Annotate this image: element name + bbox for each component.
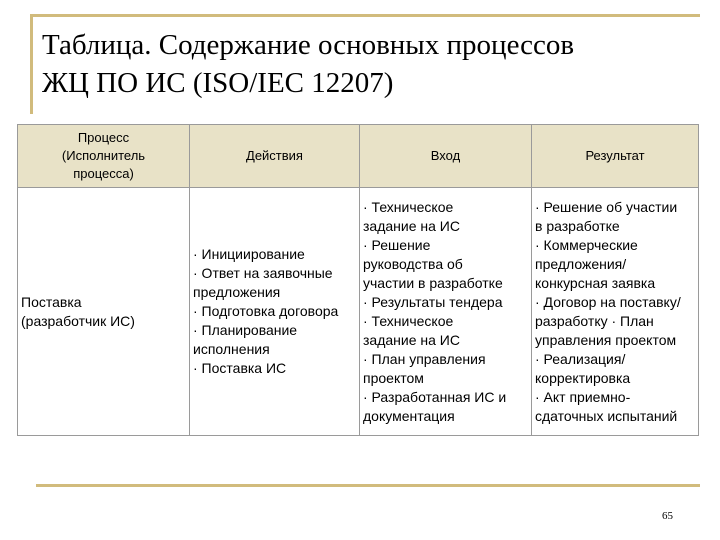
cell-line: · Техническое <box>363 312 454 329</box>
cell-line: · Разработанная ИС и <box>363 388 507 405</box>
cell-line: руководства об <box>363 255 463 272</box>
cell-line: · Решение <box>363 236 431 253</box>
cell-line: корректировка <box>535 369 631 386</box>
slide-title <box>42 26 692 102</box>
cell-line: проектом <box>363 369 424 386</box>
header-row <box>18 125 699 188</box>
cell-line: · Акт приемно- <box>535 388 631 405</box>
slide-title-line-1: Таблица. Содержание основных процессов <box>42 29 575 61</box>
page-number: 65 <box>662 510 673 522</box>
cell-line: задание на ИС <box>363 217 460 234</box>
cell-line: конкурсная заявка <box>535 274 656 291</box>
table-row <box>18 188 699 436</box>
cell-line: · Планирование <box>193 322 298 338</box>
cell-line: Поставка <box>21 293 82 310</box>
cell-line: · Подготовка договора <box>193 303 339 319</box>
cell-line: предложения/ <box>535 255 627 272</box>
header-process-line: процесса) <box>73 166 134 181</box>
cell-input <box>360 188 532 436</box>
cell-line: участии в разработке <box>363 274 503 291</box>
cell-line: · Результаты тендера <box>363 293 503 310</box>
cell-line: · Поставка ИС <box>193 360 287 376</box>
cell-line: · Коммерческие <box>535 236 638 253</box>
cell-line: управления проектом <box>535 331 677 348</box>
header-process-line: (Исполнитель <box>61 148 146 163</box>
cell-line: исполнения <box>193 341 270 357</box>
cell-line: · Договор на поставку/ <box>535 293 681 310</box>
top-decorative-rule <box>30 14 700 17</box>
cell-line: · Решение об участии <box>535 198 678 215</box>
cell-process <box>18 188 190 436</box>
cell-line: документация <box>363 407 455 424</box>
slide-title-line-2: ЖЦ ПО ИС (ISO/IEC 12207) <box>42 67 394 99</box>
cell-line: разработку · План <box>535 312 654 329</box>
cell-line: сдаточных испытаний <box>535 407 678 424</box>
cell-line: · Реализация/ <box>535 350 626 367</box>
cell-line: · Ответ на заявочные <box>193 265 333 281</box>
cell-actions <box>190 188 360 436</box>
header-actions: Действия <box>190 125 360 188</box>
cell-result <box>532 188 699 436</box>
cell-line: в разработке <box>535 217 620 234</box>
bottom-decorative-rule <box>36 484 700 487</box>
cell-line: · Инициирование <box>193 246 305 262</box>
process-table <box>17 124 699 436</box>
header-process-line: Процесс <box>77 130 130 145</box>
header-result: Результат <box>532 125 699 188</box>
cell-line: предложения <box>193 284 281 300</box>
header-input: Вход <box>360 125 532 188</box>
cell-line: · Техническое <box>363 198 454 215</box>
header-process <box>18 125 190 188</box>
side-decorative-rule <box>30 14 33 114</box>
cell-line: · План управления <box>363 350 486 367</box>
cell-line: (разработчик ИС) <box>21 312 135 329</box>
cell-line: задание на ИС <box>363 331 460 348</box>
